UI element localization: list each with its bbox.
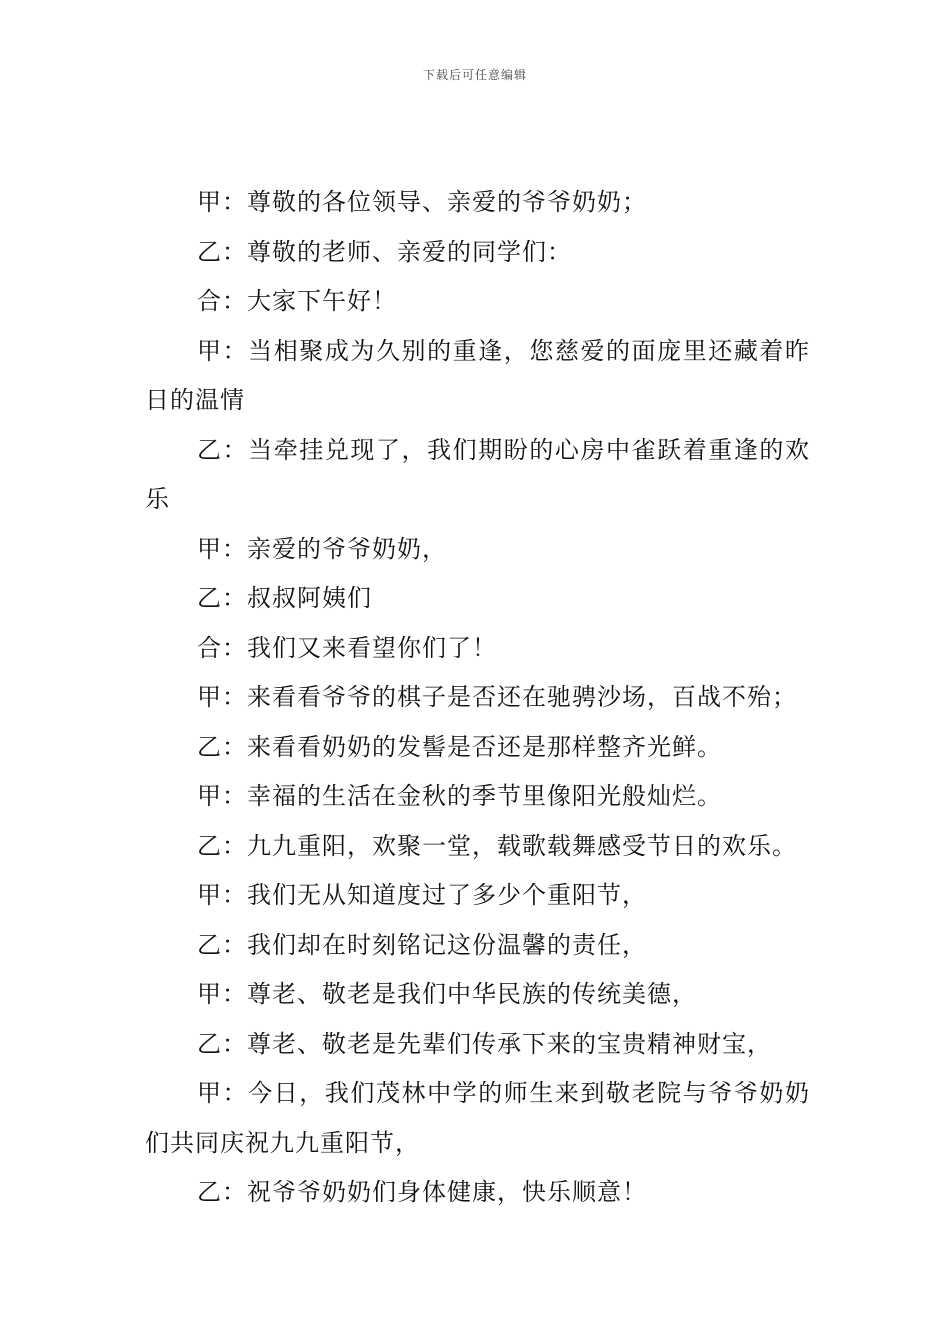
- paragraph-greeting-leaders: 甲：尊敬的各位领导、亲爱的爷爷奶奶；: [197, 188, 647, 216]
- paragraph-happy-life: 甲：幸福的生活在金秋的季节里像阳光般灿烂。: [197, 782, 722, 810]
- paragraph-uncles-aunts: 乙：叔叔阿姨们: [197, 584, 372, 612]
- paragraph-blessing: 乙：祝爷爷奶奶们身体健康，快乐顺意！: [197, 1178, 647, 1206]
- paragraph-virtue: 甲：尊老、敬老是我们中华民族的传统美德，: [197, 980, 697, 1008]
- paragraph-heritage: 乙：尊老、敬老是先辈们传承下来的宝贵精神财宝，: [197, 1029, 772, 1058]
- page-header: 下载后可任意编辑: [422, 68, 527, 82]
- paragraph-greeting-teachers: 乙：尊敬的老师、亲爱的同学们：: [197, 237, 572, 266]
- paragraph-longing: 乙：当牵挂兑现了，我们期盼的心房中雀跃着重逢的欢乐: [145, 435, 810, 513]
- paragraph-chess: 甲：来看看爷爷的棋子是否还在驰骋沙场，百战不殆；: [197, 683, 797, 711]
- paragraph-grandparents: 甲：亲爱的爷爷奶奶，: [197, 534, 447, 563]
- document-body: [145, 178, 810, 1218]
- paragraph-responsibility: 乙：我们却在时刻铭记这份温馨的责任，: [197, 930, 647, 959]
- paragraph-reunion: 甲：当相聚成为久别的重逢，您慈爱的面庞里还藏着昨日的温情: [145, 336, 810, 414]
- paragraph-double-ninth: 乙：九九重阳，欢聚一堂，载歌载舞感受节日的欢乐。: [197, 831, 797, 860]
- paragraph-visiting: 合：我们又来看望你们了！: [197, 633, 497, 662]
- paragraph-good-afternoon: 合：大家下午好！: [197, 287, 397, 315]
- paragraph-how-many: 甲：我们无从知道度过了多少个重阳节，: [197, 881, 647, 909]
- paragraph-hair: 乙：来看看奶奶的发髻是否还是那样整齐光鲜。: [197, 732, 722, 761]
- paragraph-celebration: 甲：今日，我们茂林中学的师生来到敬老院与爷爷奶奶们共同庆祝九九重阳节，: [145, 1079, 810, 1157]
